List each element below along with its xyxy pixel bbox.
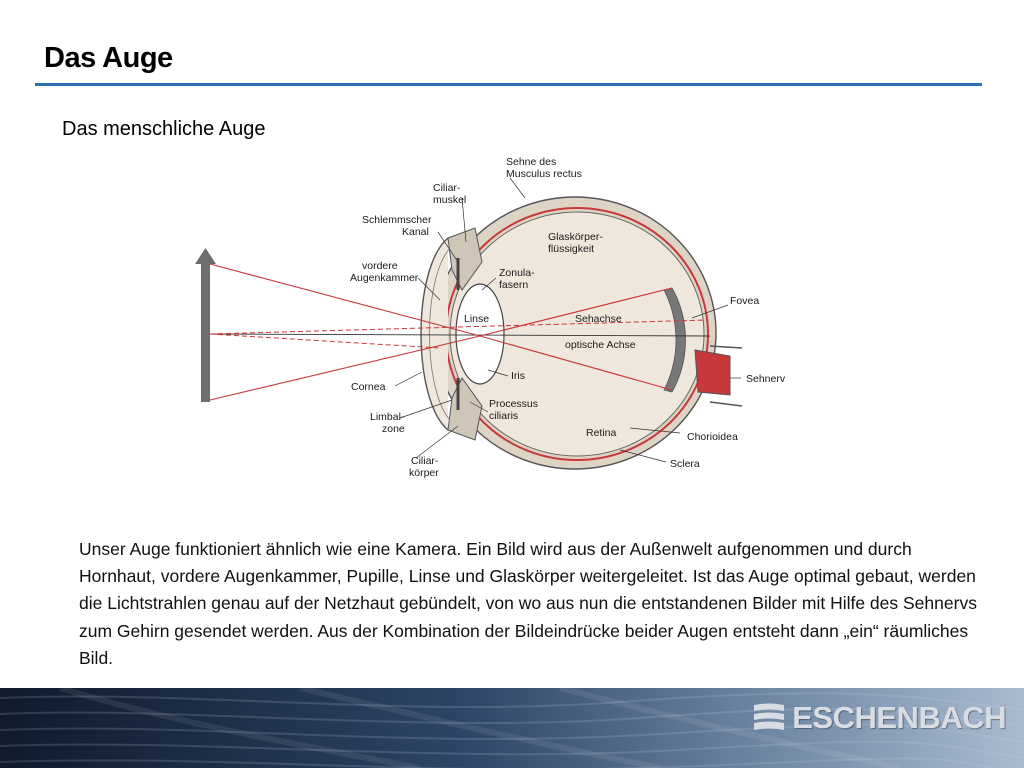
label-limbal-2: zone xyxy=(382,423,405,435)
optic-nerve-shape xyxy=(695,350,730,395)
label-chorioidea: Chorioidea xyxy=(687,431,738,443)
label-limbal-1: Limbal- xyxy=(370,411,405,423)
slide-subtitle: Das menschliche Auge xyxy=(62,118,266,140)
label-glaskoerper-2: flüssigkeit xyxy=(548,243,595,255)
label-processus-1: Processus xyxy=(489,398,539,410)
body-paragraph: Unser Auge funktioniert ähnlich wie eine Kamera. Ein Bild wird aus der Außenwelt aufgenommen und durch Hornhaut, vordere Augenkammer, Pupille, Linse und Glaskörper weitergeleitet. Ist das Auge optimal gebaut, werden die Lichtstrahlen genau auf der Netzhaut gebündelt, von wo aus nun die entstandenen Bilder mit Hilfe des Sehnervs zum Gehirn gesendet werden. Aus der Kombination der Bildeindrücke beider Augen entsteht dann „ein“ räumliches Bild. xyxy=(79,539,977,668)
label-sclera: Sclera xyxy=(670,458,700,470)
label-iris: Iris xyxy=(511,370,525,382)
label-schlemm-2: Kanal xyxy=(402,226,429,238)
label-glaskoerper-1: Glaskörper- xyxy=(548,231,603,243)
label-sehne-2: Musculus rectus xyxy=(506,168,582,180)
label-sehachse: Sehachse xyxy=(575,313,622,325)
object-arrow-icon xyxy=(195,248,216,402)
label-cornea: Cornea xyxy=(351,381,386,393)
label-ciliarmuskel-1: Ciliar- xyxy=(433,182,461,194)
label-linse: Linse xyxy=(464,313,490,325)
label-zonula-1: Zonula- xyxy=(499,267,535,279)
label-optische-achse: optische Achse xyxy=(565,339,636,351)
label-vordere-2: Augenkammer xyxy=(350,272,419,284)
brand-logo xyxy=(752,700,1006,736)
label-schlemm-1: Schlemmscher xyxy=(362,214,432,226)
label-retina: Retina xyxy=(586,427,617,439)
label-ciliarkoerper-2: körper xyxy=(409,467,439,479)
label-ciliarkoerper-1: Ciliar- xyxy=(411,455,439,467)
label-zonula-2: fasern xyxy=(499,279,529,291)
slide-title: Das Auge xyxy=(44,42,173,74)
eschenbach-logo-icon xyxy=(752,703,786,733)
label-ciliarmuskel-2: muskel xyxy=(433,194,467,206)
label-sehnerv: Sehnerv xyxy=(746,373,786,385)
cornea-shape xyxy=(421,238,448,430)
label-sehne-1: Sehne des xyxy=(506,156,557,168)
label-vordere-1: vordere xyxy=(362,260,398,272)
eye-diagram xyxy=(190,150,810,485)
brand-name: ESCHENBACH xyxy=(792,700,1006,735)
lens-shape xyxy=(456,284,504,384)
label-processus-2: ciliaris xyxy=(489,410,519,422)
label-fovea: Fovea xyxy=(730,295,760,307)
title-rule xyxy=(35,83,982,86)
